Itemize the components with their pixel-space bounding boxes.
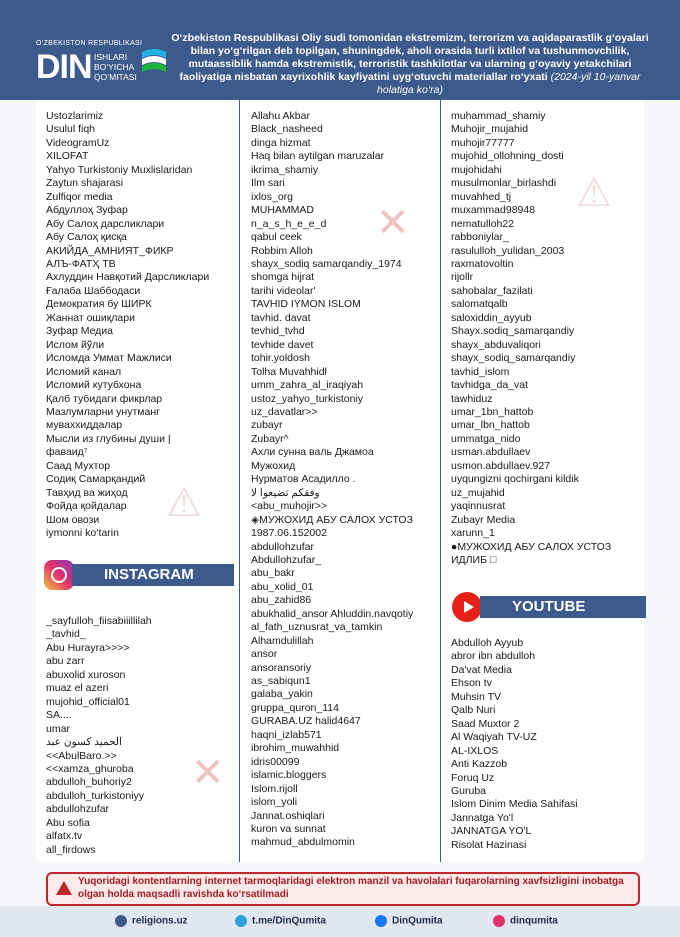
- list-item: umar_1bn_hattob: [451, 405, 534, 418]
- list-item: Zubayr Media: [451, 513, 516, 526]
- list-item: Al Waqiyah TV-UZ: [451, 731, 537, 744]
- list-item: Black_nasheed: [251, 123, 323, 136]
- list-item: Tolha Muvahhidl: [251, 365, 327, 378]
- logo-subtitle: ISHLARI BO‘YICHA QO‘MITASI: [94, 52, 137, 82]
- list-item: Фойда қойдалар: [46, 500, 127, 513]
- list-item: Абу Салоҳ қисқа: [46, 231, 127, 244]
- list-item: n_a_s_h_e_e_d: [251, 217, 327, 230]
- list-item: Abu Hurayra>>>>: [46, 641, 130, 654]
- list-item: ●МУЖОХИД АБУ САЛОХ УСТОЗ: [451, 540, 612, 553]
- list-item: Ilm sari: [251, 177, 285, 190]
- flag-icon: [138, 46, 170, 76]
- list-item: Мужохид: [251, 459, 296, 472]
- disclaimer-note: [46, 872, 640, 906]
- list-item: Alhamdulillah: [251, 634, 314, 647]
- list-item: kuron va sunnat: [251, 823, 326, 836]
- list-item: al_fath_uznusrat_va_tamkin: [251, 621, 383, 634]
- list-item: XILOFAT: [46, 150, 89, 163]
- list-item: Тавҳид ва жиҳод: [46, 486, 128, 499]
- list-item: Содиқ Самарқандий: [46, 473, 146, 486]
- list-item: Abdulloh Ayyub: [451, 637, 524, 649]
- telegram-link[interactable]: t.me/DinQumita: [235, 915, 326, 927]
- list-item: rasululloh_yulidan_2003: [451, 244, 565, 257]
- list-item: Жаннат ошиқлари: [46, 311, 135, 324]
- telegram-list-col1: [46, 110, 236, 541]
- list-item: xarunn_1: [451, 527, 495, 540]
- list-item: abuxolid xuroson: [46, 668, 126, 681]
- list-item: АКИЙДА_АМНИЯТ_ФИКР: [46, 244, 174, 257]
- list-item: raxmatovoltin: [451, 257, 514, 270]
- list-item: Zubayr^: [251, 432, 289, 445]
- list-item: galaba_yakin: [251, 688, 313, 701]
- globe-icon: [115, 915, 127, 927]
- list-item: _sayfulloh_fiisabiiillilah: [46, 615, 152, 627]
- list-item: الحميد كسون عبد: [46, 736, 122, 749]
- instagram-list: [46, 615, 236, 857]
- list-item: umar_lbn_hattob: [451, 419, 530, 432]
- list-item: abdulloh_buhoriy2: [46, 776, 132, 789]
- list-item: وفقكم تضيعوا لا: [251, 486, 320, 499]
- list-item: usmon.abdullaev.927: [451, 459, 551, 472]
- list-item: tohir.yoldosh: [251, 352, 310, 365]
- list-item: Allahu Akbar: [251, 110, 310, 122]
- list-item: JANNATGA YO'L: [451, 825, 532, 838]
- list-panel: [36, 100, 644, 862]
- list-item: Ehson tv: [451, 677, 492, 690]
- list-item: <<AbulBaro.>>: [46, 749, 117, 762]
- list-item: uyqungizni qochirgani kildik: [451, 473, 579, 486]
- list-item: Исломда Уммат Мажлиси: [46, 352, 172, 365]
- list-item: <<xamza_ghuroba: [46, 762, 134, 775]
- list-item: Risolat Hazinasi: [451, 838, 527, 851]
- list-item: ansor: [251, 648, 278, 661]
- warning-watermark-icon: ⚠: [576, 171, 612, 215]
- youtube-icon: [452, 592, 482, 622]
- list-item: tevhide davet: [251, 338, 314, 351]
- list-item: salomatqalb: [451, 298, 508, 311]
- header: [0, 0, 680, 100]
- list-item: Haq bilan aytilgan maruzalar: [251, 150, 385, 163]
- list-item: abu_zahid86: [251, 594, 312, 607]
- youtube-list: [451, 637, 641, 852]
- facebook-link[interactable]: DinQumita: [375, 915, 443, 927]
- list-item: uz_davatlar>>: [251, 405, 318, 418]
- list-item: islom_yoli: [251, 796, 298, 809]
- list-item: muxammad98948: [451, 204, 536, 217]
- list-item: islamic.bloggers: [251, 769, 327, 782]
- list-item: ibrohim_muwahhid: [251, 742, 340, 755]
- list-item: musulmonlar_birlashdi: [451, 177, 557, 190]
- list-item: ansoransoriy: [251, 661, 312, 674]
- list-item: ixlos_org: [251, 190, 294, 203]
- list-item: iymonni ko‘tarin: [46, 527, 119, 540]
- list-item: Da'vat Media: [451, 663, 512, 676]
- list-item: Qalb Nuri: [451, 704, 496, 717]
- list-item: usman.abdullaev: [451, 446, 531, 459]
- instagram-label: INSTAGRAM: [72, 564, 234, 586]
- instagram-banner: [44, 560, 236, 590]
- instagram-link[interactable]: dinqumita: [493, 915, 558, 927]
- list-item: mujohid_ollohning_dosti: [451, 150, 564, 163]
- list-item: shayx_sodiq samarqandiy_1974: [251, 257, 402, 270]
- list-item: Anti Kazzob: [451, 758, 508, 771]
- list-item: Қалб тубидаги фикрлар: [46, 392, 163, 405]
- list-item: tarihi videolar': [251, 284, 316, 297]
- list-item: tavhid_islom: [451, 365, 510, 378]
- list-item: shayx_abduvaliqori: [451, 338, 541, 351]
- list-item: muhammad_shamiy: [451, 110, 546, 122]
- list-item: ИДЛИБ □: [451, 553, 497, 566]
- list-item: TAVHID IYMON ISLOM: [251, 298, 361, 311]
- column-divider: [239, 100, 240, 862]
- list-item: Muhojir_mujahid: [451, 123, 529, 136]
- list-item: Usulul fiqh: [46, 123, 96, 136]
- list-item: ◈МУЖОХИД АБУ САЛОХ УСТОЗ: [251, 513, 413, 526]
- logo-din: DIN: [36, 48, 92, 86]
- website-link[interactable]: religions.uz: [115, 915, 188, 927]
- list-item: alfatx.tv: [46, 830, 83, 843]
- list-item: abu_xolid_01: [251, 580, 314, 593]
- list-item: abukhalid_ansor Ahluddin.navqotiy: [251, 607, 414, 620]
- instagram-icon: [493, 915, 505, 927]
- list-item: Мысли из глубины души |: [46, 432, 171, 445]
- list-item: rabboniylar_: [451, 231, 509, 244]
- list-item: Islom Dinim Media Sahifasi: [451, 798, 578, 811]
- list-item: Исломий канал: [46, 365, 122, 378]
- list-item: Исломий кутубхона: [46, 379, 142, 392]
- list-item: saloxiddin_ayyub: [451, 311, 532, 324]
- list-item: фаваид⁷: [46, 446, 88, 459]
- list-item: tavhid. davat: [251, 311, 311, 324]
- list-col3: [451, 110, 641, 567]
- list-item: muhojir77777: [451, 136, 515, 149]
- telegram-icon: [235, 915, 247, 927]
- list-item: abu_bakr: [251, 567, 295, 580]
- list-item: Jannatga Yo'l: [451, 811, 514, 824]
- list-item: Ustozlarimiz: [46, 110, 104, 122]
- list-item: GURABA.UZ halid4647: [251, 715, 361, 728]
- list-item: Zulfiqor media: [46, 190, 113, 203]
- list-item: Islom.rijoll: [251, 782, 298, 795]
- list-item: Yahyo Turkistoniy Muxlislaridan: [46, 163, 193, 176]
- youtube-banner: [452, 592, 644, 622]
- contact-links: [0, 906, 680, 937]
- list-item: idris00099: [251, 755, 300, 768]
- list-item: muvahhed_tj: [451, 190, 512, 203]
- list-item: АЛЪ-ФАТҲ ТВ: [46, 257, 116, 270]
- disclaimer-text: Yuqoridagi kontentlarning internet tarmoqlaridagi elektron manzil va havolalari fuqarolarning xavfsizligini inobatga olgan holda maqsadli ravishda ko‘rsatilmadi: [78, 876, 624, 900]
- list-item: muaz el azeri: [46, 682, 109, 695]
- list-item: abdullohzufar: [251, 540, 315, 553]
- instagram-icon: [44, 560, 74, 590]
- list-item: Ғалаба Шаббодаси: [46, 284, 141, 297]
- list-item: haqni_izlab571: [251, 728, 322, 741]
- list-item: Jannat.oshiqlari: [251, 809, 325, 822]
- list-item: 1987.06.152002: [251, 527, 327, 540]
- list-item: <abu_muhojir>>: [251, 500, 328, 513]
- list-item: _tavhid_: [46, 628, 86, 641]
- list-item: Ислом йўли: [46, 338, 105, 351]
- list-item: Абдуллоҳ Зуфар: [46, 204, 128, 217]
- list-item: tevhid_tvhd: [251, 325, 305, 338]
- list-item: Abdullohzufar_: [251, 553, 322, 566]
- list-item: ikrima_shamiy: [251, 163, 319, 176]
- list-item: all_firdows: [46, 843, 96, 856]
- list-item: yaqinnusrat: [451, 500, 506, 513]
- list-col2: [251, 110, 441, 850]
- list-item: mujohid_official01: [46, 695, 130, 708]
- list-item: nematulloh22: [451, 217, 515, 230]
- list-item: MUHAMMAD: [251, 204, 314, 217]
- committee-logo: [36, 40, 176, 90]
- page-title: O‘zbekiston Respublikasi Oliy sudi tomonidan ekstremizm, terrorizm va aqidaparastlik g‘oyalari bilan yo‘g‘rilgan deb topilgan, shuningdek, aholi orasida turli ixtilof va tushunmovchilik, mutaassiblik hamda ekstremistik, terroristik tashkilotlar va ularning g‘oyaviy yetakchilari faoliyatiga nisbatan xayrixohlik kayfiyatini uyg‘otuvchi materiallar ro‘yxati (2024-yil 10-yanvar holatiga ko‘ra): [171, 32, 649, 96]
- list-item: abdullohzufar: [46, 803, 110, 816]
- warning-watermark-icon: ⚠: [166, 481, 202, 525]
- facebook-icon: [375, 915, 387, 927]
- list-item: qabul ceek: [251, 231, 302, 244]
- cross-watermark-icon: ✕: [376, 201, 410, 245]
- list-item: shayx_sodiq_samarqandiy: [451, 352, 576, 365]
- list-item: Shayx.sodiq_samarqandiy: [451, 325, 575, 338]
- list-item: uz_mujahid: [451, 486, 505, 499]
- date-note: (2024-yil 10-yanvar holatiga ko‘ra): [377, 71, 641, 96]
- list-item: Зуфар Медиа: [46, 325, 114, 338]
- list-item: Zaytun shajarasi: [46, 177, 124, 190]
- list-item: Ахли сунна валь Джамоа: [251, 446, 374, 459]
- list-item: Foruq Uz: [451, 771, 495, 784]
- list-item: dinga hizmat: [251, 136, 311, 149]
- list-item: sahobalar_fazilati: [451, 284, 533, 297]
- list-item: abu zarr: [46, 655, 85, 668]
- list-item: zubayr: [251, 419, 283, 432]
- list-item: Saad Muxtor 2: [451, 717, 520, 730]
- list-item: mujohidahi: [451, 163, 502, 176]
- list-item: abdulloh_turkistoniyy: [46, 789, 145, 802]
- warning-icon: [56, 881, 72, 895]
- list-item: umar: [46, 722, 70, 735]
- list-item: Абу Салоҳ дарсликлари: [46, 217, 165, 230]
- list-item: rijollr: [451, 271, 474, 284]
- list-item: Демократия бу ШИРК: [46, 298, 152, 311]
- list-item: abror ibn abdulloh: [451, 650, 536, 663]
- list-item: Muhsin TV: [451, 690, 501, 703]
- list-item: gruppa_quron_114: [251, 701, 339, 714]
- list-item: Саад Мухтор: [46, 459, 111, 472]
- list-item: as_sabiqun1: [251, 675, 311, 688]
- youtube-label: YOUTUBE: [480, 596, 646, 618]
- list-item: Abu sofia: [46, 816, 90, 829]
- logo-country: O‘ZBEKISTON RESPUBLIKASI: [36, 40, 143, 47]
- list-item: ummatga_nido: [451, 432, 521, 445]
- list-item: tavhidga_da_vat: [451, 379, 529, 392]
- list-item: tawhiduz: [451, 392, 493, 405]
- list-item: VideogramUz: [46, 136, 110, 149]
- list-item: ustoz_yahyo_turkistoniy: [251, 392, 364, 405]
- list-item: Нурматов Асадилло .: [251, 473, 356, 486]
- list-item: муваххиддалар: [46, 419, 123, 432]
- cross-watermark-icon: ✕: [191, 751, 225, 795]
- list-item: Ахлуддин Навқотий Дарсликлари: [46, 271, 210, 284]
- list-item: AL-IXLOS: [451, 744, 499, 757]
- list-item: umm_zahra_al_iraqiyah: [251, 379, 364, 392]
- list-item: Robbim Alloh: [251, 244, 313, 257]
- list-item: shomga hijrat: [251, 271, 315, 284]
- list-item: Мазлумларни унутманг: [46, 405, 160, 418]
- list-item: Guruba: [451, 784, 487, 797]
- list-item: Шом овози: [46, 513, 100, 526]
- list-item: mahmud_abdulmomin: [251, 836, 355, 849]
- list-item: SA....: [46, 709, 72, 722]
